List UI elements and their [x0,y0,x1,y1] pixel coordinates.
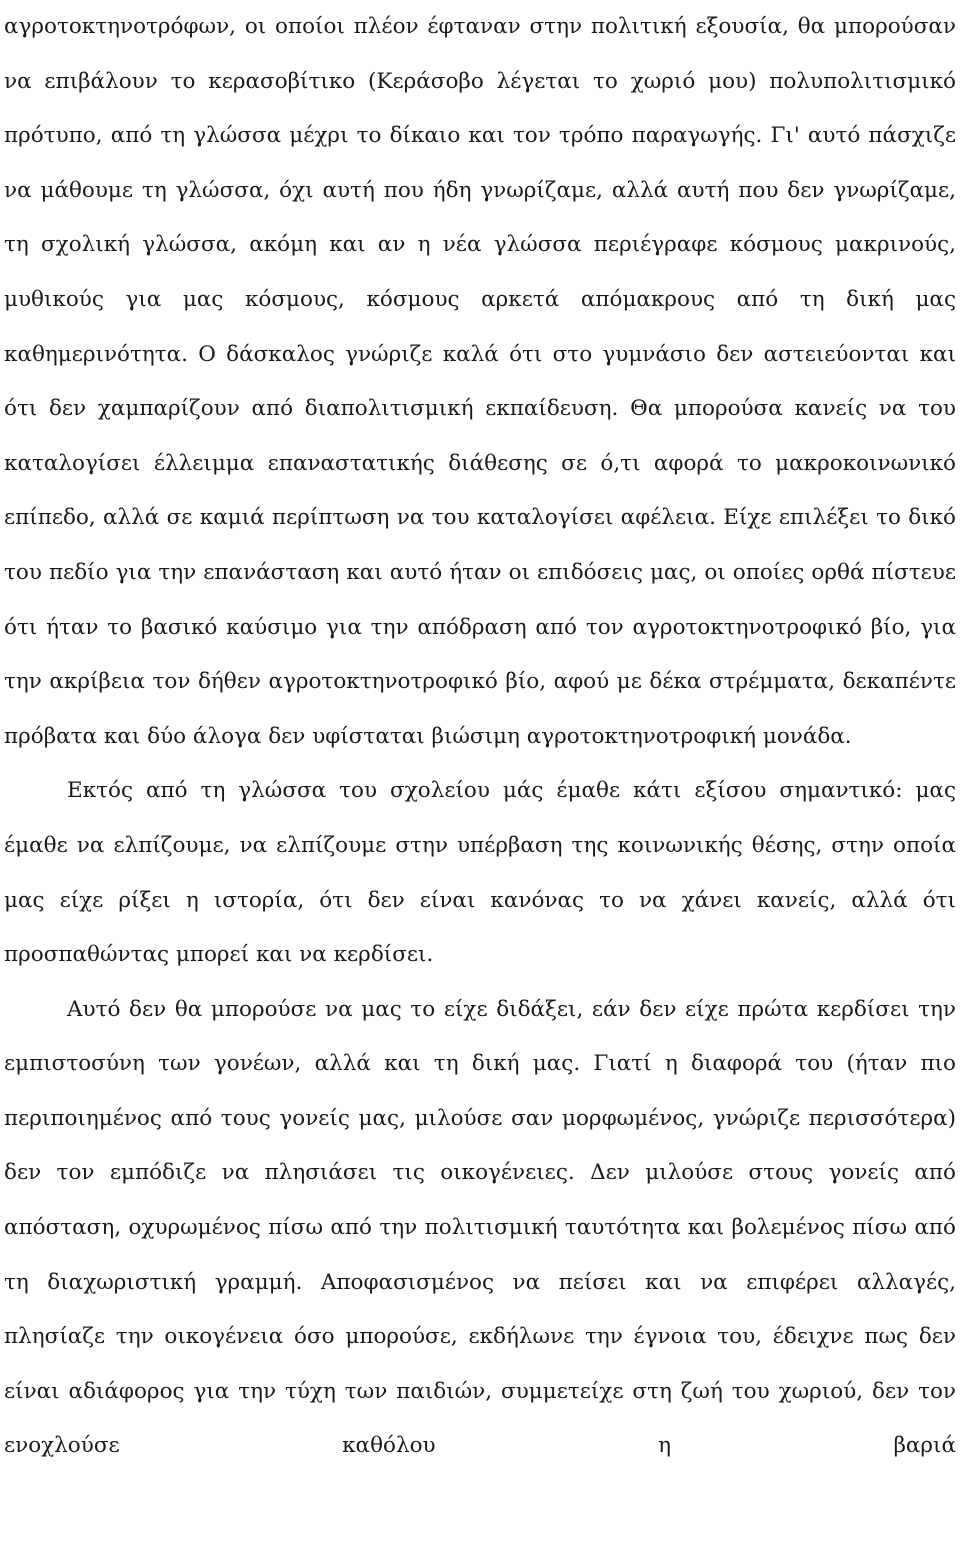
document-page [4,0,956,1474]
paragraph-1: αγροτοκτηνοτρόφων, οι οποίοι πλέον έφταναν στην πολιτική εξουσία, θα μπορούσαν να επιβάλουν το κερασοβίτικο (Κεράσοβο λέγεται το χωριό μου) πολυπολιτισμικό πρότυπο, από τη γλώσσα μέχρι το δίκαιο και τον τρόπο παραγωγής. Γι' αυτό πάσχιζε να μάθουμε τη γλώσσα, όχι αυτή που ήδη γνωρίζαμε, αλλά αυτή που δεν γνωρίζαμε, τη σχολική γλώσσα, ακόμη και αν η νέα γλώσσα περιέγραφε κόσμους μακρινούς, μυθικούς για μας κόσμους, κόσμους αρκετά απόμακρους από τη δική μας καθημερινότητα. Ο δάσκαλος γνώριζε καλά ότι στο γυμνάσιο δεν αστειεύονται και ότι δεν χαμπαρίζουν από διαπολιτισμική εκπαίδευση. Θα μπορούσα κανείς να του καταλογίσει έλλειμμα επαναστατικής διάθεσης σε ό,τι αφορά το μακροκοινωνικό επίπεδο, αλλά σε καμιά περίπτωση να του καταλογίσει αφέλεια. Είχε επιλέξει το δικό του πεδίο για την επανάσταση και αυτό ήταν οι επιδόσεις μας, οι οποίες ορθά πίστευε ότι ήταν το βασικό καύσιμο για την απόδραση από τον αγροτοκτηνοτροφικό βίο, για την ακρίβεια τον δήθεν αγροτοκτηνοτροφικό βίο, αφού με δέκα στρέμματα, δεκαπέντε πρόβατα και δύο άλογα δεν υφίσταται βιώσιμη αγροτοκτηνοτροφική μονάδα. [4,14,956,749]
paragraph-3: Αυτό δεν θα μπορούσε να μας το είχε διδάξει, εάν δεν είχε πρώτα κερδίσει την εμπιστοσύνη των γονέων, αλλά και τη δική μας. Γιατί η διαφορά του (ήταν πιο περιποιημένος από τους γονείς μας, μιλούσε σαν μορφωμένος, γνώριζε περισσότερα) δεν τον εμπόδιζε να πλησιάσει τις οικογένειες. Δεν μιλούσε στους γονείς από απόσταση, οχυρωμένος πίσω από την πολιτισμική ταυτότητα και βολεμένος πίσω από τη διαχωριστική γραμμή. Αποφασισμένος να πείσει και να επιφέρει αλλαγές, πλησίαζε την οικογένεια όσο μπορούσε, εκδήλωνε την έγνοια του, έδειχνε πως δεν είναι αδιάφορος για την τύχη των παιδιών, συμμετείχε στη ζωή του χωριού, δεν τον ενοχλούσε καθόλου η βαριά [4,996,956,1459]
paragraph-2: Εκτός από τη γλώσσα του σχολείου μάς έμαθε κάτι εξίσου σημαντικό: μας έμαθε να ελπίζουμε, να ελπίζουμε στην υπέρβαση της κοινωνικής θέσης, στην οποία μας είχε ρίξει η ιστορία, ότι δεν είναι κανόνας το να χάνει κανείς, αλλά ότι προσπαθώντας μπορεί και να κερδίσει. [4,778,956,968]
